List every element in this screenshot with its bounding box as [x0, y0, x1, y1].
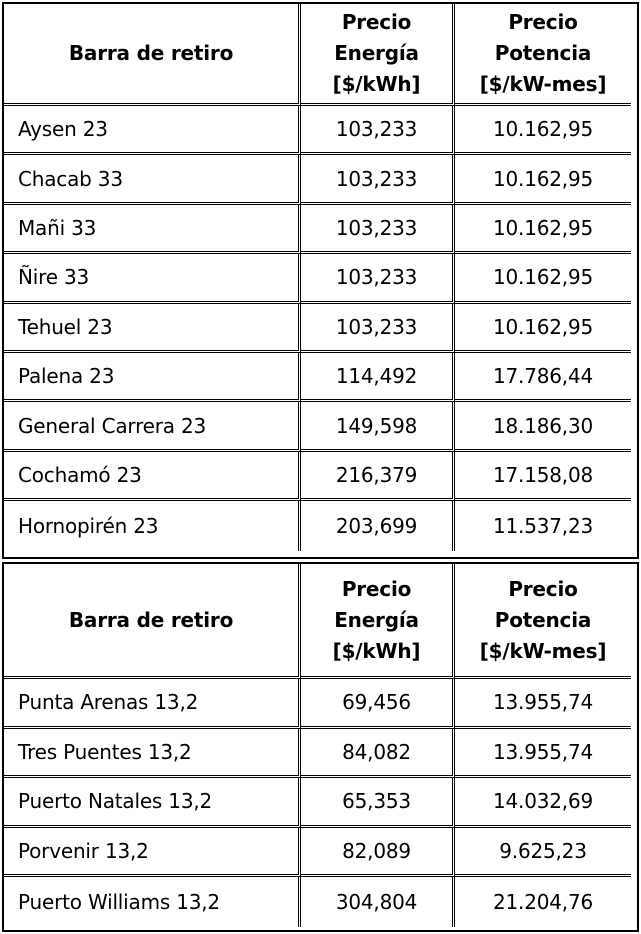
header-line: [$/kW-mes]	[479, 72, 607, 96]
cell-precio-potencia: 10.162,95	[455, 106, 631, 155]
cell-precio-potencia: 10.162,95	[455, 254, 631, 303]
header-line: Energía	[334, 41, 419, 65]
cell-precio-potencia: 17.158,08	[455, 452, 631, 501]
cell-barra: Porvenir 13,2	[4, 828, 301, 878]
cell-precio-energia: 216,379	[301, 452, 455, 501]
cell-precio-potencia: 11.537,23	[493, 513, 593, 538]
cell-precio-energia: 304,804	[301, 877, 455, 927]
cell-barra: General Carrera 23	[4, 402, 301, 451]
cell-precio-energia: 103,233	[301, 205, 455, 254]
header-label	[480, 574, 607, 667]
cell-precio-energia: 103,233	[301, 155, 455, 204]
cell-precio-energia: 114,492	[301, 353, 455, 402]
price-table-1	[2, 2, 639, 559]
cell-barra: Punta Arenas 13,2	[4, 679, 301, 729]
header-line: Potencia	[494, 41, 592, 65]
cell-precio-energia: 82,089	[301, 828, 455, 878]
header-precio-potencia	[455, 4, 631, 106]
cell-barra: Puerto Natales 13,2	[4, 778, 301, 828]
cell-barra: Aysen 23	[4, 106, 301, 155]
cell-precio-potencia: 18.186,30	[455, 402, 631, 451]
header-label	[333, 7, 421, 100]
cell-precio-potencia: 10.162,95	[455, 155, 631, 204]
cell-precio-energia: 69,456	[301, 679, 455, 729]
header-line: Precio	[341, 576, 412, 601]
cell-precio-energia: 103,233	[301, 304, 455, 353]
cell-precio-potencia: 14.032,69	[455, 778, 631, 828]
header-label	[480, 7, 607, 100]
header-precio-energia	[301, 4, 455, 106]
cell-precio-energia: 65,353	[301, 778, 455, 828]
header-line: Potencia	[494, 607, 592, 632]
header-barra: Barra de retiro	[4, 564, 301, 679]
cell-barra: Hornopirén 23	[4, 501, 301, 550]
cell-barra: Mañi 33	[4, 205, 301, 254]
header-precio-potencia	[455, 564, 631, 679]
header-line: Precio	[508, 10, 578, 34]
cell-barra: Puerto Williams 13,2	[4, 877, 301, 927]
header-line: [$/kW-mes]	[479, 638, 607, 663]
cell-barra: Tehuel 23	[4, 304, 301, 353]
cell-precio-potencia: 10.162,95	[455, 205, 631, 254]
header-label	[333, 574, 421, 667]
header-line: [$/kWh]	[332, 638, 421, 663]
cell-barra: Ñire 33	[4, 254, 301, 303]
cell-precio-energia: 149,598	[301, 402, 455, 451]
cell-precio-potencia: 13.955,74	[455, 729, 631, 779]
cell-precio-energia: 103,233	[301, 254, 455, 303]
header-barra: Barra de retiro	[4, 4, 301, 106]
cell-precio-potencia: 13.955,74	[455, 679, 631, 729]
header-line: Precio	[508, 576, 578, 601]
cell-barra: Tres Puentes 13,2	[4, 729, 301, 779]
cell-precio-energia: 203,699	[301, 501, 455, 550]
header-line: [$/kWh]	[332, 72, 421, 96]
cell-precio-potencia: 10.162,95	[455, 304, 631, 353]
cell-precio-energia: 84,082	[301, 729, 455, 779]
header-precio-energia	[301, 564, 455, 679]
cell-precio-potencia: 17.786,44	[455, 353, 631, 402]
cell-precio-potencia: 9.625,23	[455, 828, 631, 878]
cell-barra: Cochamó 23	[4, 452, 301, 501]
cell-barra: Palena 23	[4, 353, 301, 402]
cell-precio-energia: 103,233	[301, 106, 455, 155]
header-line: Precio	[341, 10, 412, 34]
price-table-2	[2, 562, 639, 932]
cell-barra: Chacab 33	[4, 155, 301, 204]
cell-precio-potencia: 21.204,76	[493, 890, 593, 915]
header-line: Energía	[334, 607, 419, 632]
